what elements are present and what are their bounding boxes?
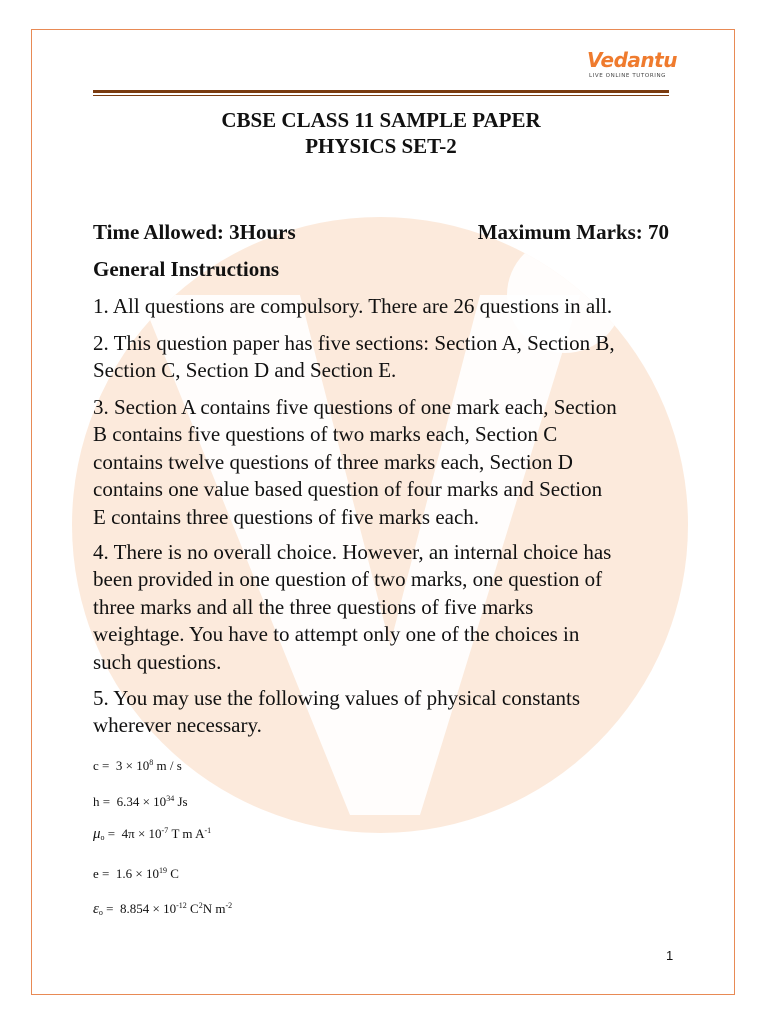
constant-unit-exponent: 2: [198, 901, 203, 910]
header-rule-thin: [93, 95, 669, 96]
instruction-line: such questions.: [93, 649, 222, 674]
constant-e: $e = 1.6 \times 10^{19}$ C: [93, 866, 179, 881]
instruction-line: 4. There is no overall choice. However, an internal choice has: [93, 540, 612, 564]
exam-meta: [93, 220, 669, 246]
instruction-line: 1. All questions are compulsory. There are 26 questions in all.: [93, 294, 613, 318]
constant-mantissa: 6.34: [116, 794, 140, 809]
constant-unit-2: N m: [202, 901, 226, 916]
constant-unit-2-exponent: -2: [225, 901, 233, 910]
instruction-2: [93, 330, 683, 385]
paper-title: CBSE CLASS 11 SAMPLE PAPER: [221, 108, 541, 132]
constant-unit: Js: [177, 794, 188, 809]
constant-mantissa: 3: [115, 758, 123, 773]
page-number: 1: [666, 948, 674, 963]
instruction-4: [93, 539, 683, 676]
constant-mantissa: 4π: [121, 826, 135, 841]
instruction-line: weightage. You have to attempt only one of the choices in: [93, 622, 580, 647]
constant-unit: C: [190, 901, 199, 916]
instruction-line: been provided in one question of two marks, one question of: [93, 567, 603, 592]
instructions-heading: General Instructions: [93, 257, 280, 281]
logo-name: Vedantu: [587, 48, 677, 72]
constant-mantissa: 1.6: [115, 866, 133, 881]
constant-symbol: μ: [93, 826, 101, 842]
constant-subscript: o: [100, 833, 105, 842]
instruction-1: [93, 293, 683, 320]
instruction-line: B contains five questions of two marks each, Section C: [93, 422, 558, 447]
instruction-line: 3. Section A contains five questions of one mark each, Section: [93, 395, 617, 419]
instruction-line: 5. You may use the following values of physical constants: [93, 686, 581, 710]
constant-unit: C: [170, 866, 179, 881]
constant-exponent: -7: [161, 826, 169, 835]
constant-symbol: ε: [93, 901, 99, 917]
constant-symbol: c: [93, 758, 99, 773]
instruction-line: contains one value based question of four marks and Section: [93, 477, 603, 502]
constant-mu0: $\mu_o = 4\pi \times 10^{-7}$ T m $A^{-1}$: [93, 826, 212, 842]
instruction-line: 2. This question paper has five sections: Section A, Section B,: [93, 331, 615, 355]
constant-symbol: e: [93, 866, 99, 881]
instruction-line: E contains three questions of five marks each.: [93, 504, 480, 529]
constant-exponent: 34: [166, 794, 175, 803]
maximum-marks: Maximum Marks: 70: [477, 220, 669, 244]
constant-symbol: h: [93, 794, 100, 809]
instruction-line: wherever necessary.: [93, 713, 262, 738]
instruction-3: [93, 394, 683, 531]
instruction-line: contains twelve questions of three marks each, Section D: [93, 449, 573, 474]
constant-unit: m / s: [156, 758, 182, 773]
vedantu-logo: [583, 46, 683, 86]
constant-exponent: 8: [149, 758, 154, 767]
constant-mantissa: 8.854: [120, 901, 150, 916]
constant-exponent: 19: [158, 866, 167, 875]
constant-subscript: o: [98, 908, 103, 917]
header-rule-thick: [93, 90, 669, 93]
constant-epsilon0: $\varepsilon_o = 8.854 \times 10^{-12}$ $C^2N$ $m^{-2}$: [93, 901, 233, 917]
constant-h: $h = 6.34 \times 10^{34}$ Js: [93, 794, 188, 809]
logo-tagline: LIVE ONLINE TUTORING: [589, 73, 667, 79]
instruction-5: [93, 685, 683, 740]
constant-unit: T m A: [171, 826, 205, 841]
constant-c: $c = 3 \times 10^8$ m / s: [93, 758, 182, 773]
time-allowed: Time Allowed: 3Hours: [93, 220, 296, 244]
paper-subtitle: PHYSICS SET-2: [305, 134, 457, 158]
instruction-line: three marks and all the three questions of five marks: [93, 594, 534, 619]
instruction-line: Section C, Section D and Section E.: [93, 358, 397, 383]
constant-exponent: -12: [176, 901, 187, 910]
constant-unit-exponent: -1: [204, 826, 212, 835]
